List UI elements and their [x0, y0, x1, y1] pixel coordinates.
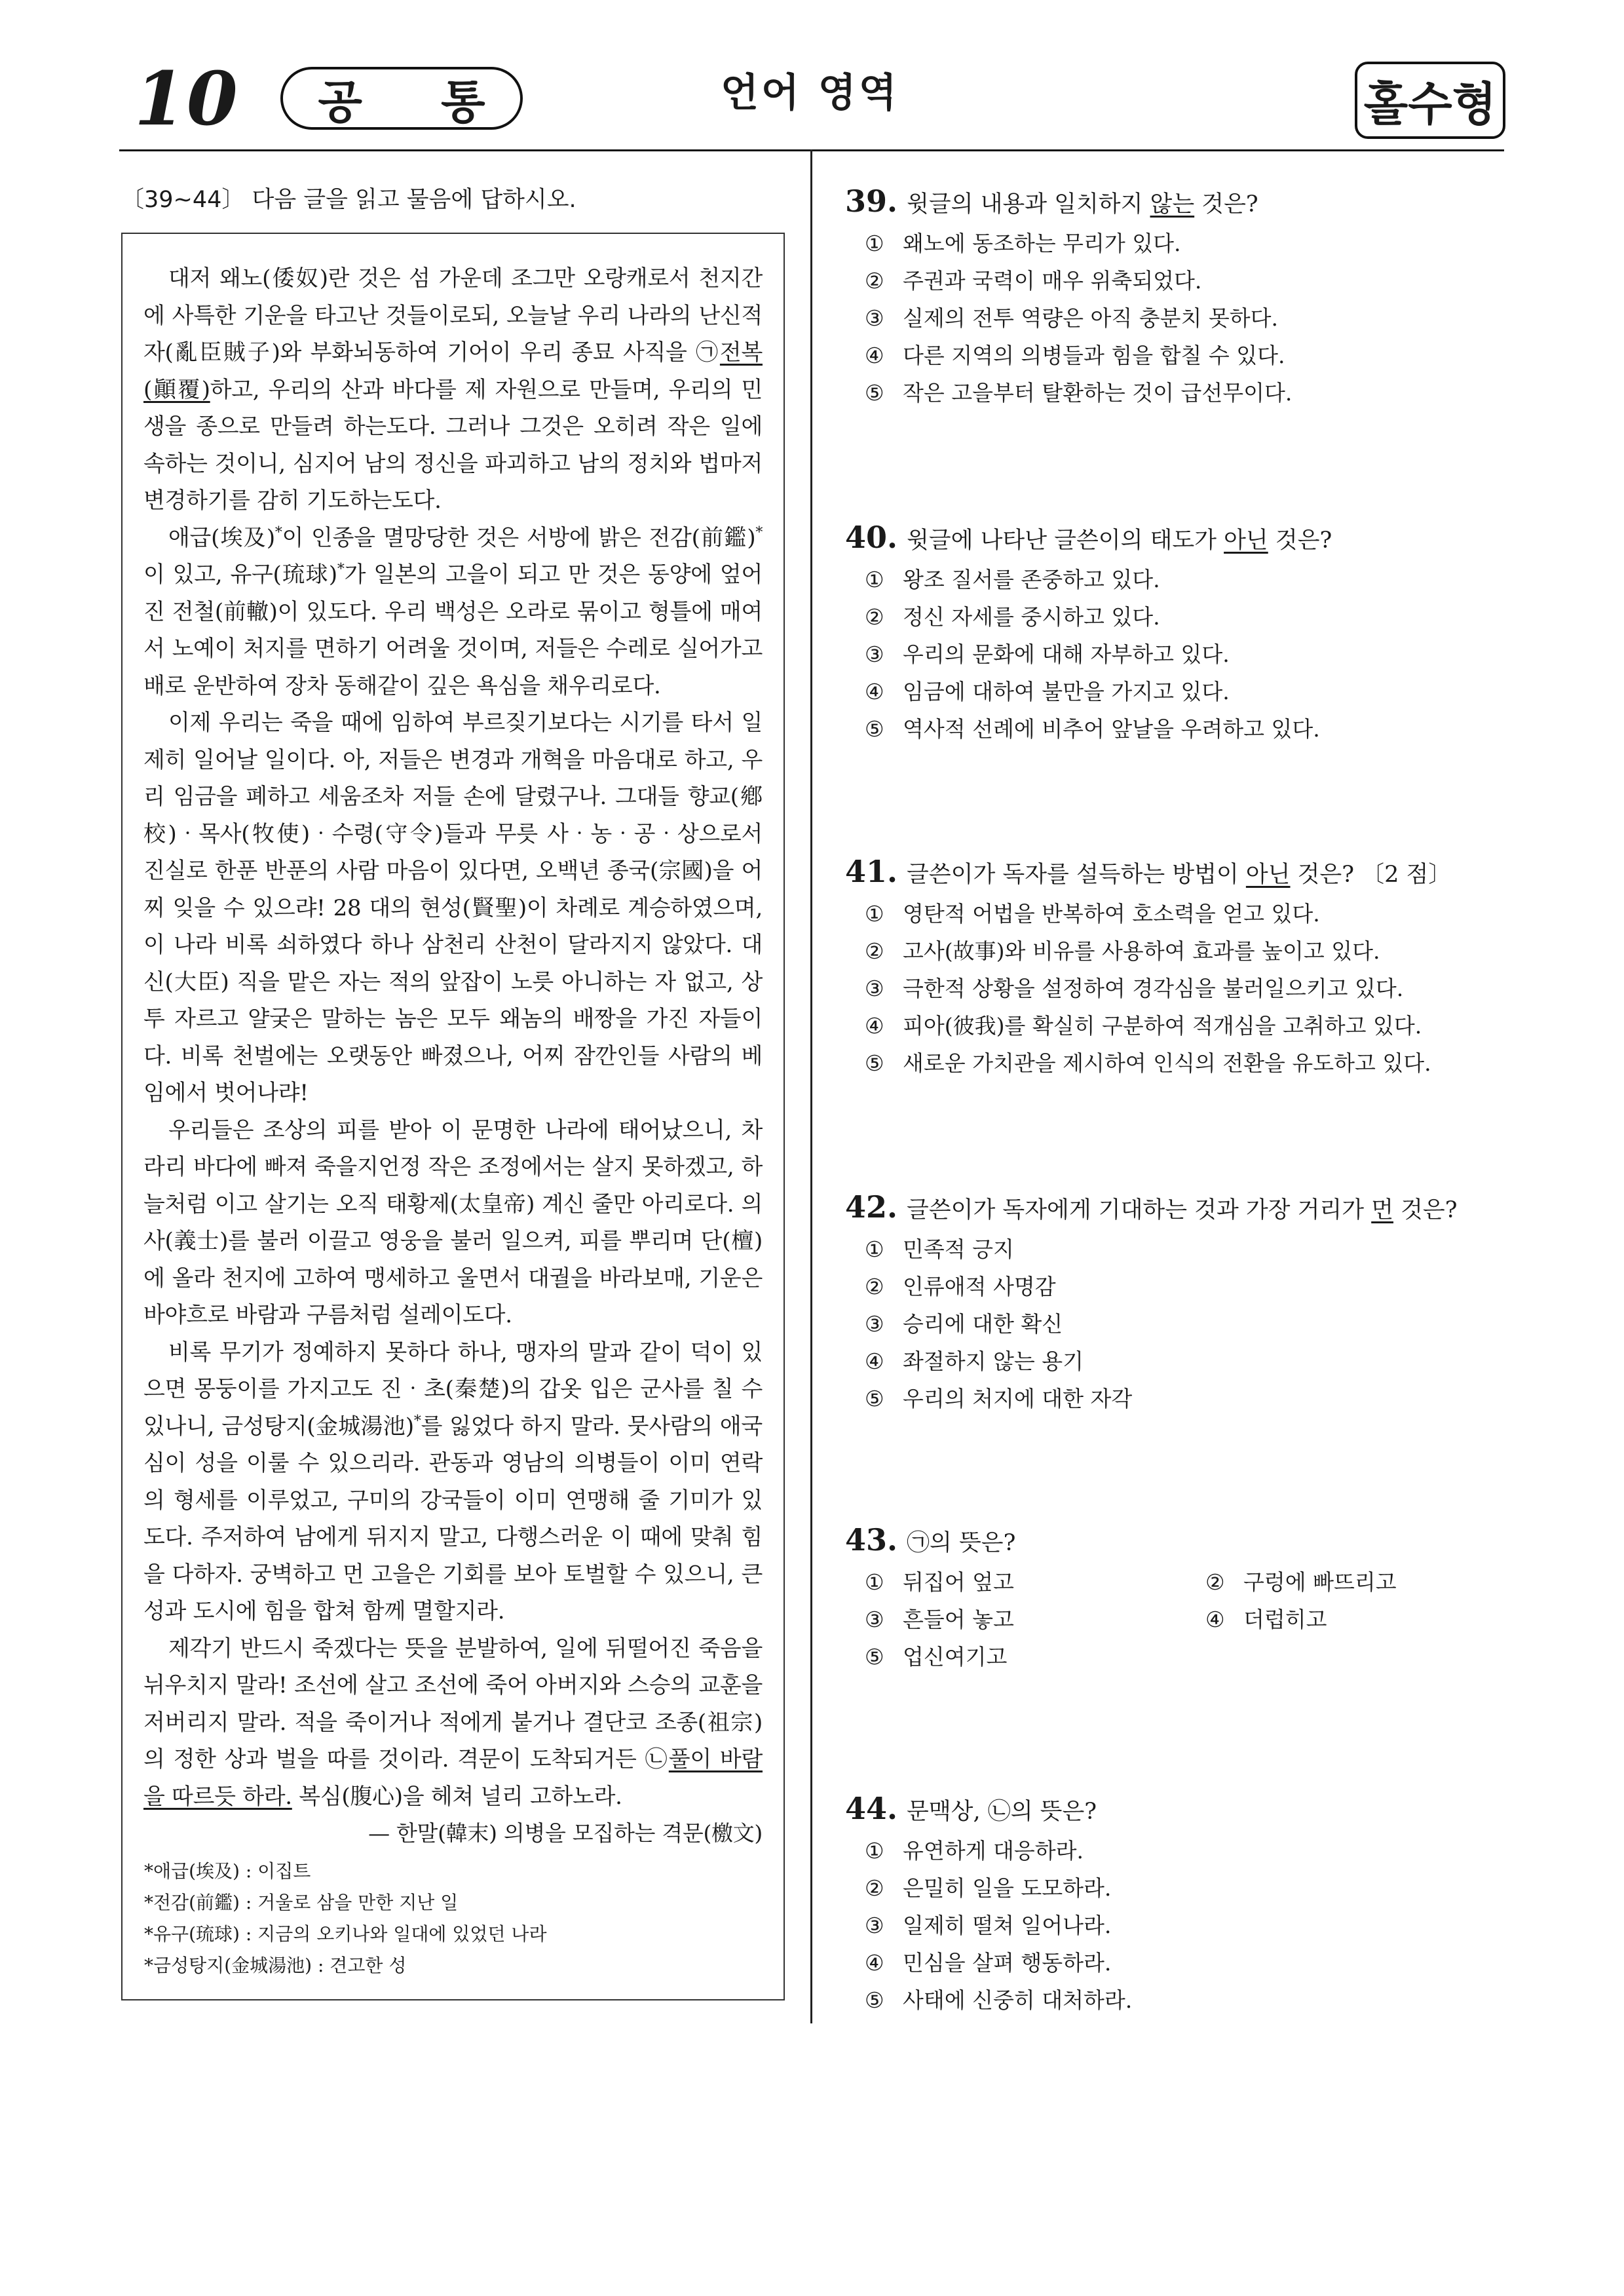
- mark-b: ㉡: [645, 1746, 669, 1772]
- passage-paragraph-3: 이제 우리는 죽을 때에 임하여 부르짖기보다는 시기를 타서 일제히 일어날 일이다. 아, 저들은 변경과 개혁을 마음대로 하고, 우리 임금을 폐하고 세움조차 저들 손에 달렸구나. 그대들 향교(鄕校)‧목사(牧使)‧수령(守令)들과 무릇 사‧농‧공‧상으로서 진실로 한푼 반푼의 사람 마음이 있다면, 오백년 종국(宗國)을 어찌 잊을 수 있으랴! 28 대의 현성(賢聖)이 차례로 계승하였으며, 이 나라 비록 쇠하였다 하나 삼천리 산천이 달라지지 않았다. 대신(大臣) 직을 맡은 자는 적의 앞잡이 노릇 아니하는 자 없고, 상투 자르고 얄궂은 말하는 놈은 모두 왜놈의 배짱을 가진 자들이다. 비록 천벌에는 오랫동안 빠졌으나, 어찌 잠깐인들 사람의 베임에서 벗어나랴!: [143, 710, 763, 1106]
- mark-a: ㉠: [907, 1530, 930, 1556]
- mark-b: ㉡: [987, 1799, 1011, 1825]
- answer-choice-5[interactable]: ⑤ 사태에 신중히 대처하라.: [845, 1981, 1132, 2019]
- choice-mark: ③: [865, 1913, 884, 1938]
- question-number: 41.: [845, 854, 898, 889]
- question-number: 44.: [845, 1791, 898, 1826]
- answer-choice-1[interactable]: ① 왜노에 동조하는 무리가 있다.: [845, 225, 1292, 262]
- mark-a: ㉠: [696, 339, 720, 366]
- choice-mark: ①: [865, 231, 884, 256]
- form-type-badge: 홀수형: [1355, 62, 1505, 139]
- choice-mark: ③: [865, 641, 884, 667]
- question-44: [845, 1792, 1132, 2019]
- choice-mark: ②: [865, 1274, 884, 1299]
- answer-choice-4[interactable]: ④ 민심을 살펴 행동하라.: [845, 1944, 1132, 1981]
- choice-mark: ④: [865, 1013, 884, 1039]
- choice-mark: ②: [865, 1875, 884, 1901]
- section-instruction: 〔39~44〕 다음 글을 읽고 물음에 답하시오.: [121, 187, 576, 213]
- choice-mark: ②: [1205, 1569, 1225, 1595]
- passage-paragraph-2: 애급(埃及)*이 인종을 멸망당한 것은 서방에 밝은 전감(前鑑)*이 있고, 유구(琉球)*가 일본의 고을이 되고 만 것은 동양에 엎어진 전철(前轍)이 있도다. 우리 백성은 오라로 묶이고 형틀에 매여서 노예이 처지를 면하기 어려울 것이며, 저들은 수레로 실어가고 배로 운반하여 장차 동해같이 깊은 욕심을 채우리로다.: [143, 524, 763, 699]
- question-43: [845, 1523, 1546, 1675]
- answer-choice-2[interactable]: ② 고사(故事)와 비유를 사용하여 효과를 높이고 있다.: [845, 932, 1451, 970]
- choice-mark: ②: [865, 268, 884, 294]
- question-39: [845, 185, 1292, 411]
- choice-mark: ①: [865, 1236, 884, 1262]
- subject-char-2: 통: [441, 75, 485, 129]
- choice-mark: ⑤: [865, 1386, 884, 1411]
- passage-paragraph-4: 우리들은 조상의 피를 받아 이 문명한 나라에 태어났으니, 차라리 바다에 빠져 죽을지언정 작은 조정에서는 살지 못하겠고, 하늘처럼 이고 살기는 오직 태황제(太皇帝) 계신 줄만 아리로다. 의사(義士)를 불러 이끌고 영웅을 불러 일으켜, 피를 뿌리며 단(檀)에 올라 천지에 고하여 맹세하고 울면서 대궐을 바라보매, 기운은 바야흐로 바람과 구름처럼 설레이도다.: [143, 1117, 763, 1328]
- answer-choice-1[interactable]: ① 왕조 질서를 존중하고 있다.: [845, 561, 1332, 598]
- choice-mark: ①: [865, 1838, 884, 1864]
- answer-choice-3[interactable]: ③ 우리의 문화에 대해 자부하고 있다.: [845, 636, 1332, 673]
- answer-choice-4[interactable]: ④ 좌절하지 않는 용기: [845, 1343, 1458, 1380]
- question-stem: 42. 글쓴이가 독자에게 기대하는 것과 가장 거리가 먼 것은?: [845, 1189, 1458, 1225]
- question-41: [845, 855, 1451, 1082]
- choice-mark: ④: [865, 1950, 884, 1976]
- answer-choice-3[interactable]: ③ 승리에 대한 확신: [845, 1305, 1458, 1343]
- question-number: 39.: [845, 183, 898, 219]
- answer-choice-4[interactable]: ④ 임금에 대하여 불만을 가지고 있다.: [845, 673, 1332, 710]
- question-stem: 39. 윗글의 내용과 일치하지 않는 것은?: [845, 183, 1258, 219]
- passage-paragraph-5: 비록 무기가 정예하지 못하다 하나, 맹자의 말과 같이 덕이 있으면 몽둥이를 가지고도 진‧초(秦楚)의 갑옷 입은 군사를 칠 수 있나니, 금성탕지(金城湯池)*를 잃었다 하지 말라. 뭇사람의 애국심이 성을 이룰 수 있으리라. 관동과 영남의 의병들이 이미 연락의 형세를 이루었고, 구미의 강국들이 이미 연맹해 줄 기미가 있도다. 주저하여 남에게 뒤지지 말고, 다행스러운 이 때에 맞춰 힘을 다하자. 궁벽하고 먼 고을은 기회를 보아 토벌할 수 있으니, 큰 성과 도시에 힘을 합쳐 함께 멸할지라.: [143, 1339, 763, 1624]
- answer-choice-4[interactable]: ④ 피아(彼我)를 확실히 구분하여 적개심을 고취하고 있다.: [845, 1007, 1451, 1044]
- answer-choice-2[interactable]: ② 구렁에 빠뜨리고: [1205, 1563, 1546, 1601]
- answer-choice-5[interactable]: ⑤ 작은 고을부터 탈환하는 것이 급선무이다.: [845, 374, 1292, 411]
- page-number: 10: [134, 56, 239, 142]
- choice-mark: ⑤: [865, 1050, 884, 1076]
- answer-choice-3[interactable]: ③ 흔들어 놓고: [865, 1601, 1205, 1638]
- question-stem: 41. 글쓴이가 독자를 설득하는 방법이 아닌 것은? 〔2 점〕: [845, 854, 1452, 889]
- answer-choice-1[interactable]: ① 민족적 긍지: [845, 1231, 1458, 1268]
- subject-title: 언어 영역: [721, 70, 899, 116]
- choice-mark: ⑤: [865, 380, 884, 406]
- column-divider: [810, 149, 812, 2023]
- choice-mark: ④: [865, 343, 884, 368]
- footnote: *유구(琉球) : 지금의 오키나와 일대에 있었던 나라: [144, 1923, 547, 1945]
- question-number: 42.: [845, 1189, 898, 1225]
- subject-char-1: 공: [318, 75, 362, 129]
- passage: [143, 260, 763, 1852]
- underlined-phrase-a: 전복(顚覆): [143, 339, 763, 403]
- answer-choice-2[interactable]: ② 은밀히 일을 도모하라.: [845, 1869, 1132, 1907]
- underlined-phrase-b: 풀이 바람을 따르듯 하라.: [143, 1746, 763, 1810]
- passage-source: — 한말(韓末) 의병을 모집하는 격문(檄文): [368, 1820, 763, 1846]
- footnote: *금성탕지(金城湯池) : 견고한 성: [144, 1955, 407, 1976]
- question-number: 40.: [845, 520, 898, 555]
- choice-mark: ③: [865, 1607, 884, 1632]
- choice-mark: ⑤: [865, 1987, 884, 2013]
- choice-mark: ⑤: [865, 1644, 884, 1670]
- choice-mark: ③: [865, 1311, 884, 1337]
- choice-mark: ④: [865, 1349, 884, 1374]
- answer-choice-1[interactable]: ① 유연하게 대응하라.: [845, 1832, 1132, 1869]
- answer-choice-4[interactable]: ④ 더럽히고: [1205, 1601, 1546, 1638]
- choice-mark: ①: [865, 567, 884, 592]
- question-stem: 43. ㉠의 뜻은?: [845, 1522, 1016, 1558]
- answer-choice-5[interactable]: ⑤ 업신여기고: [865, 1638, 1205, 1675]
- subject-badge: [280, 67, 523, 130]
- answer-choice-3[interactable]: ③ 실제의 전투 역량은 아직 충분치 못하다.: [845, 299, 1292, 337]
- answer-choice-5[interactable]: ⑤ 우리의 처지에 대한 자각: [845, 1380, 1458, 1417]
- choice-mark: ⑤: [865, 716, 884, 742]
- choice-mark: ②: [865, 938, 884, 964]
- answer-choice-2[interactable]: ② 주권과 국력이 매우 위축되었다.: [845, 262, 1292, 299]
- choice-mark: ③: [865, 976, 884, 1001]
- choice-mark: ②: [865, 604, 884, 630]
- question-stem: 44. 문맥상, ㉡의 뜻은?: [845, 1791, 1097, 1826]
- passage-box: [121, 233, 785, 2000]
- footnote: *애급(埃及) : 이집트: [144, 1860, 311, 1882]
- choice-mark: ①: [865, 901, 884, 927]
- question-40: [845, 521, 1332, 748]
- answer-choice-3[interactable]: ③ 극한적 상황을 설정하여 경각심을 불러일으키고 있다.: [845, 970, 1451, 1007]
- answer-choice-4[interactable]: ④ 다른 지역의 의병들과 힘을 합칠 수 있다.: [845, 337, 1292, 374]
- answer-choice-1[interactable]: ① 영탄적 어법을 반복하여 호소력을 얻고 있다.: [845, 895, 1451, 932]
- answer-choice-2[interactable]: ② 정신 자세를 중시하고 있다.: [845, 598, 1332, 636]
- choice-mark: ①: [865, 1569, 884, 1595]
- answer-choice-5[interactable]: ⑤ 새로운 가치관을 제시하여 인식의 전환을 유도하고 있다.: [845, 1044, 1451, 1082]
- footnote: *전감(前鑑) : 거울로 삼을 만한 지난 일: [144, 1892, 459, 1913]
- answer-choice-3[interactable]: ③ 일제히 떨쳐 일어나라.: [845, 1907, 1132, 1944]
- question-stem: 40. 윗글에 나타난 글쓴이의 태도가 아닌 것은?: [845, 520, 1332, 555]
- passage-paragraph-1: 대저 왜노(倭奴)란 것은 섬 가운데 조그만 오랑캐로서 천지간에 사특한 기운을 타고난 것들이로되, 오늘날 우리 나라의 난신적자(亂臣賊子)와 부화뇌동하여 기어이 우리 종묘 사직을 ㉠전복(顚覆)하고, 우리의 산과 바다를 제 자원으로 만들며, 우리의 민생을 종으로 만들려 하는도다. 그러나 그것은 오히려 작은 일에 속하는 것이니, 심지어 남의 정신을 파괴하고 남의 정치와 법마저 변경하기를 감히 기도하는도다.: [143, 265, 763, 514]
- footnotes: [144, 1856, 547, 1981]
- passage-paragraph-6: 제각기 반드시 죽겠다는 뜻을 분발하여, 일에 뒤떨어진 죽음을 뉘우치지 말라! 조선에 살고 조선에 죽어 아버지와 스승의 교훈을 저버리지 말라. 적을 죽이거나 적에게 붙거나 결단코 조종(祖宗)의 정한 상과 벌을 따를 것이라. 격문이 도착되거든 ㉡풀이 바람을 따르듯 하라. 복심(腹心)을 헤쳐 널리 고하노라.: [143, 1635, 763, 1810]
- page-header: [0, 0, 1624, 157]
- choice-mark: ③: [865, 305, 884, 331]
- choice-mark: ④: [865, 679, 884, 704]
- question-number: 43.: [845, 1522, 898, 1558]
- answer-choice-2[interactable]: ② 인류애적 사명감: [845, 1268, 1458, 1305]
- question-42: [845, 1191, 1458, 1417]
- answer-choice-1[interactable]: ① 뒤집어 엎고: [865, 1563, 1205, 1601]
- choice-mark: ④: [1205, 1607, 1225, 1632]
- answer-choice-5[interactable]: ⑤ 역사적 선례에 비추어 앞날을 우려하고 있다.: [845, 710, 1332, 748]
